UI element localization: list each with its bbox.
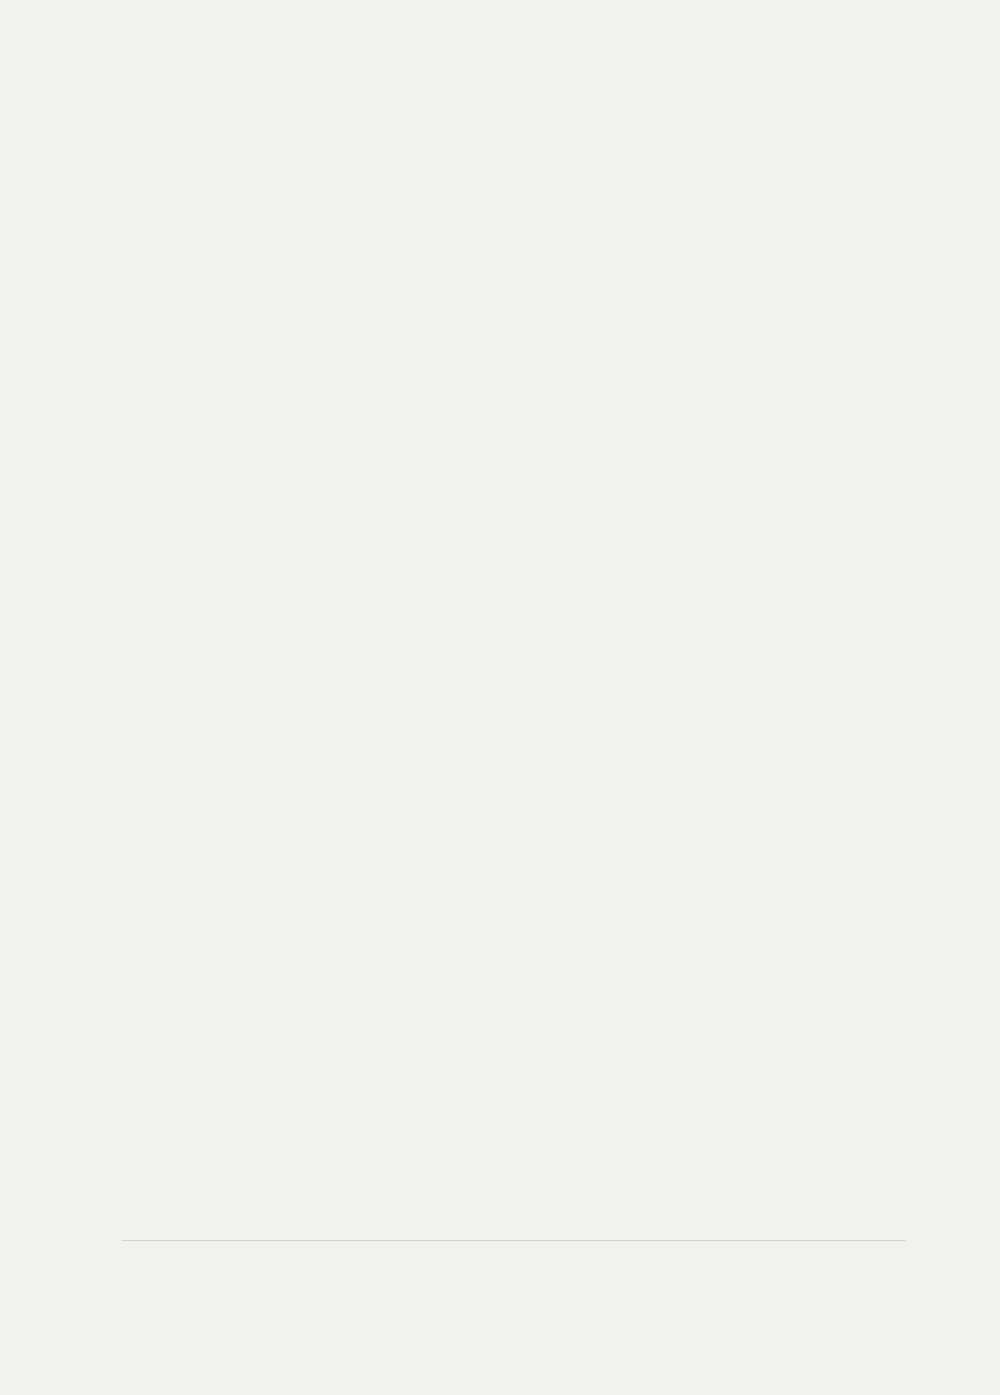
document-heading (122, 603, 906, 710)
footnote-rule (122, 1240, 906, 1241)
footnote-line (158, 1276, 908, 1299)
heading-line (122, 657, 906, 684)
source-references (122, 528, 906, 576)
source-line (122, 528, 906, 552)
footnote-line (158, 1253, 908, 1276)
source-line (122, 552, 906, 576)
footnote (158, 1253, 908, 1299)
heading-line (122, 630, 906, 657)
